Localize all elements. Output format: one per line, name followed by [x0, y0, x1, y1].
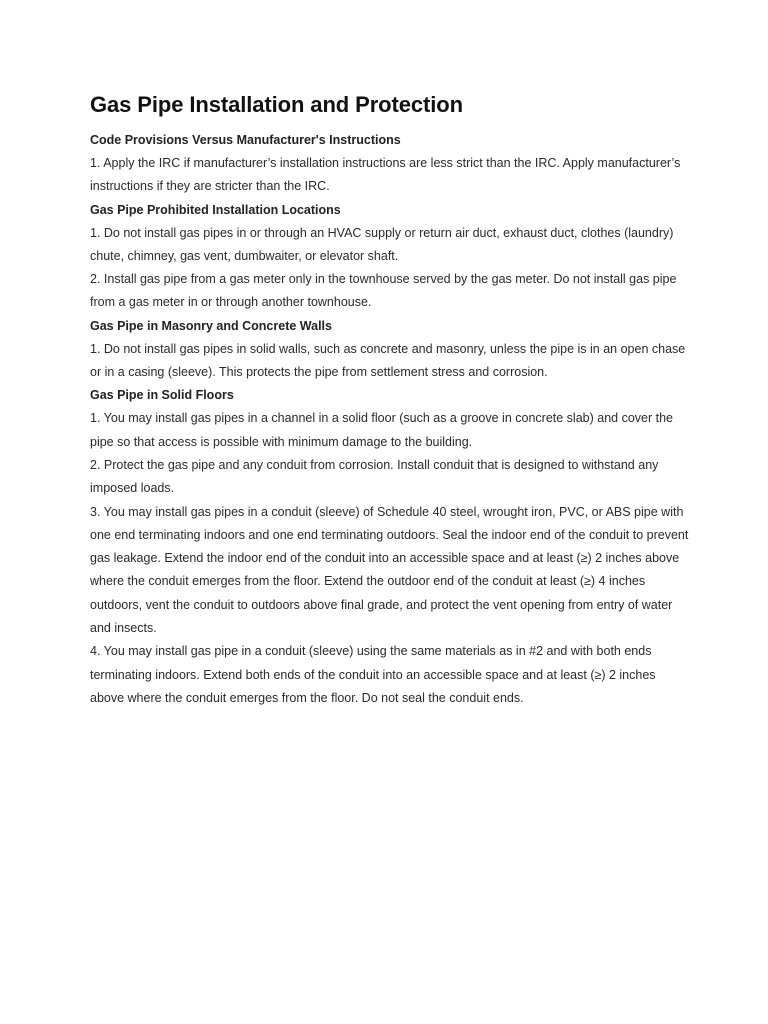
- paragraph: 1. Do not install gas pipes in or through an HVAC supply or return air duct, exhaust duct, clothes (laundry) chute, chimney, gas vent, dumbwaiter, or elevator shaft.: [90, 225, 674, 263]
- section-prohibited-locations: [90, 199, 690, 315]
- paragraph: 1. You may install gas pipes in a channel in a solid floor (such as a groove in concrete slab) and cover the pipe so that access is possible with minimum damage to the building.: [90, 411, 673, 449]
- document-title: Gas Pipe Installation and Protection: [90, 92, 463, 117]
- section-heading: Gas Pipe in Solid Floors: [90, 388, 234, 403]
- paragraph: 3. You may install gas pipes in a conduit (sleeve) of Schedule 40 steel, wrought iron, PVC, or ABS pipe with one end terminating indoors and one end terminating outdoors. Seal the indoor end of the conduit to prevent gas leakage. Extend the indoor end of the conduit into an accessible space and at least (≥) 2 inches above where the conduit emerges from the floor. Extend the outdoor end of the conduit at least (≥) 4 inches outdoors, vent the conduit to outdoors above final grade, and protect the vent opening from entry of water and insects.: [90, 504, 689, 636]
- section-masonry-concrete-walls: [90, 315, 690, 385]
- paragraph: 1. Apply the IRC if manufacturer’s installation instructions are less strict than the IRC. Apply manufacturer’s instructions if they are stricter than the IRC.: [90, 156, 681, 194]
- section-solid-floors: [90, 384, 690, 710]
- paragraph: 4. You may install gas pipe in a conduit (sleeve) using the same materials as in #2 and with both ends terminating indoors. Extend both ends of the conduit into an accessible space and at least (≥) 2 inches above where the conduit emerges from the floor. Do not seal the conduit ends.: [90, 644, 656, 705]
- section-heading: Gas Pipe Prohibited Installation Locations: [90, 202, 341, 217]
- section-code-provisions: [90, 129, 690, 199]
- paragraph: 2. Protect the gas pipe and any conduit from corrosion. Install conduit that is designed to withstand any imposed loads.: [90, 457, 659, 496]
- section-heading: Code Provisions Versus Manufacturer's Instructions: [90, 133, 401, 147]
- paragraph: 2. Install gas pipe from a gas meter only in the townhouse served by the gas meter. Do not install gas pipe from a gas meter in or through another townhouse.: [90, 272, 677, 310]
- paragraph: 1. Do not install gas pipes in solid walls, such as concrete and masonry, unless the pipe is in an open chase or in a casing (sleeve). This protects the pipe from settlement stress and corrosion.: [90, 341, 686, 380]
- section-heading: Gas Pipe in Masonry and Concrete Walls: [90, 318, 332, 333]
- document-page: [90, 92, 690, 710]
